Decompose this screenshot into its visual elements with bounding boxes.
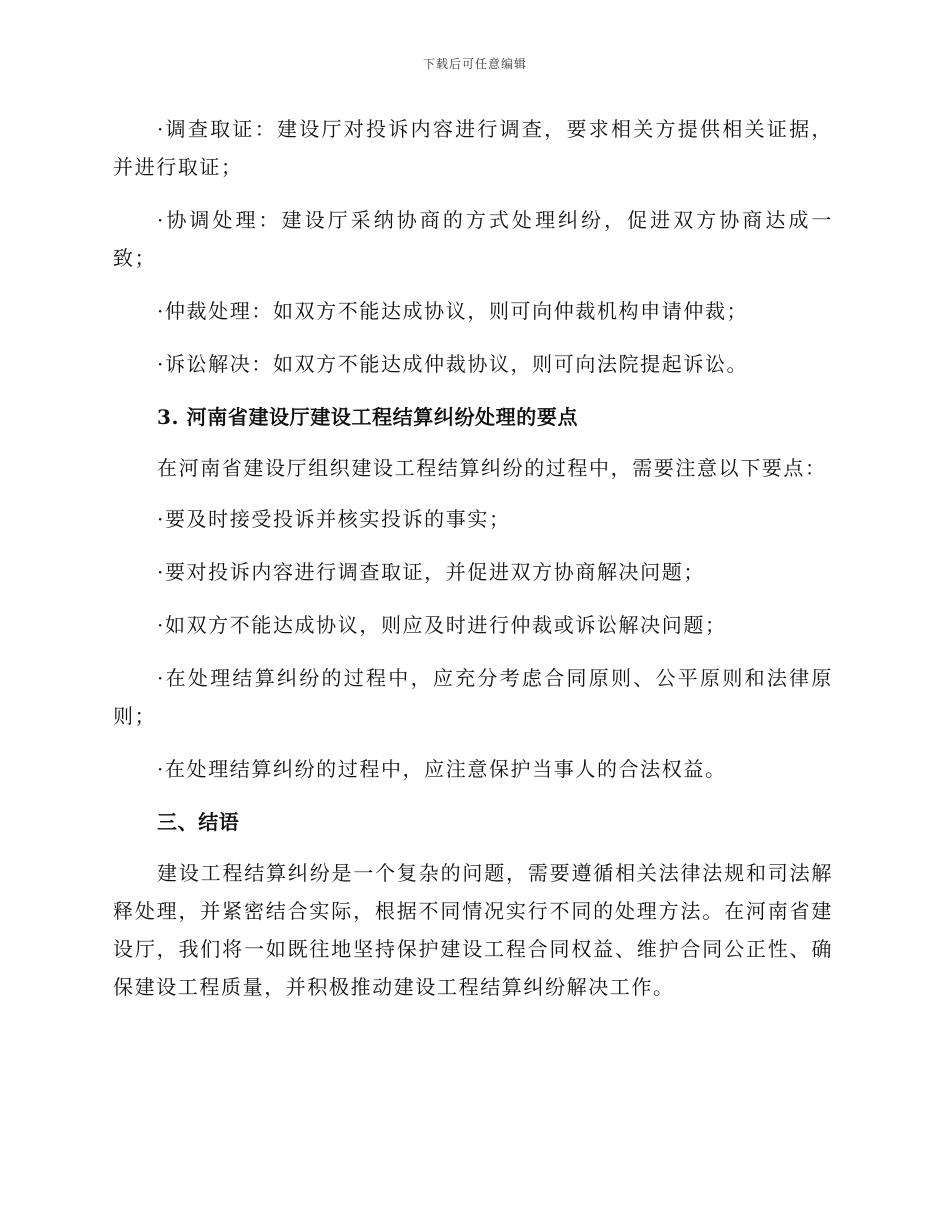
header-note: 下载后可任意编辑 — [422, 57, 527, 71]
section-heading-conclusion: 三、结语 — [157, 810, 240, 834]
key-point-1: ·要及时接受投诉并核实投诉的事实； — [157, 507, 511, 531]
section-heading-key-points: 3. 河南省建设厅建设工程结算纠纷处理的要点 — [157, 405, 579, 429]
bullet-arbitration: ·仲裁处理：如双方不能达成协议，则可向仲裁机构申请仲裁； — [157, 299, 749, 323]
conclusion-paragraph: 建设工程结算纠纷是一个复杂的问题，需要遵循相关法律法规和司法解释处理，并紧密结合实际，根据不同情况实行不同的处理方法。在河南省建设厅，我们将一如既往地坚持保护建设工程合同权益、维护合同公正性、确保建设工程质量，并积极推动建设工程结算纠纷解决工作。 — [113, 861, 833, 999]
key-points-intro: 在河南省建设厅组织建设工程结算纠纷的过程中，需要注意以下要点： — [157, 456, 827, 480]
key-point-5: ·在处理结算纠纷的过程中，应注意保护当事人的合法权益。 — [157, 757, 727, 781]
bullet-litigation: ·诉讼解决：如双方不能达成仲裁协议，则可向法院提起诉讼。 — [157, 352, 749, 376]
key-point-3: ·如双方不能达成协议，则应及时进行仲裁或诉讼解决问题； — [157, 613, 727, 637]
bullet-coordination: ·协调处理：建设厅采纳协商的方式处理纠纷，促进双方协商达成一致； — [113, 208, 833, 270]
bullet-investigation: ·调查取证：建设厅对投诉内容进行调查，要求相关方提供相关证据，并进行取证； — [113, 117, 833, 179]
key-point-2: ·要对投诉内容进行调查取证，并促进双方协商解决问题； — [157, 560, 705, 584]
key-point-4: ·在处理结算纠纷的过程中，应充分考虑合同原则、公平原则和法律原则； — [113, 666, 833, 728]
document-body — [113, 110, 833, 1006]
